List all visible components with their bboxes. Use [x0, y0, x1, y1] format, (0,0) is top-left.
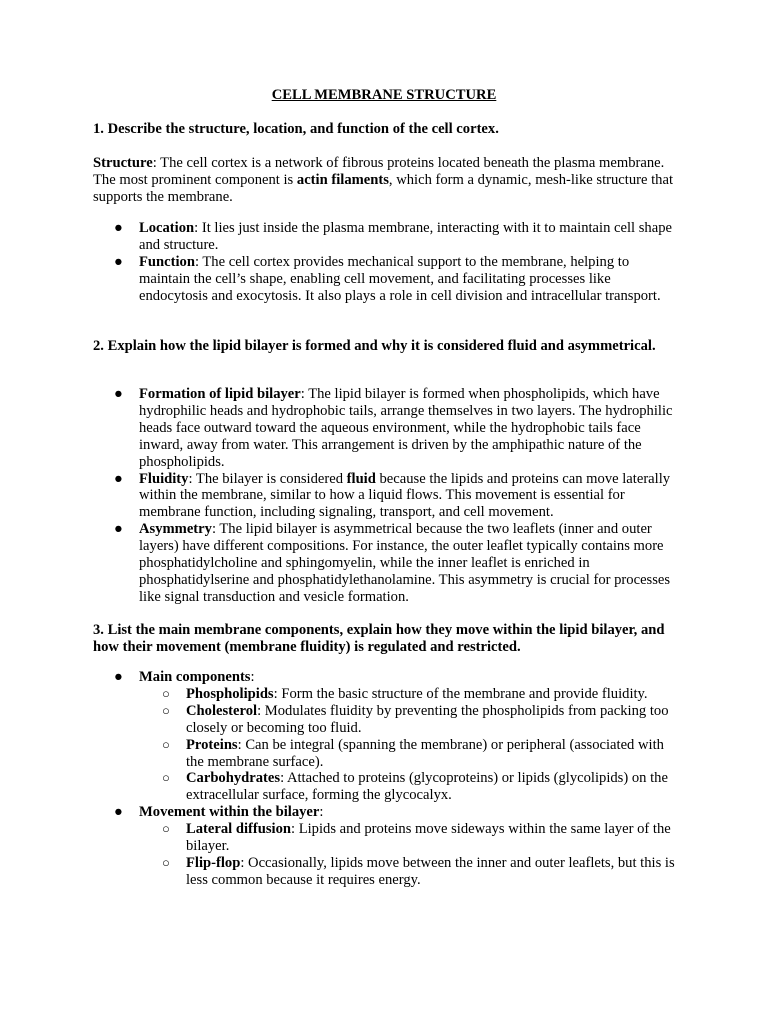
sub-item-proteins — [93, 737, 683, 771]
fluid-term: fluid — [346, 470, 376, 487]
item-text-end: because the lipids and proteins can move laterally within the membrane, similar to how a liquid flows. This movement is essential for membrane function, including signaling, transport, and cell movement. — [139, 470, 671, 521]
item-term: Asymmetry — [139, 521, 212, 538]
item-term: Proteins — [186, 736, 238, 753]
sub-bullet-icon: ○ — [162, 685, 170, 701]
item-suffix: : — [250, 669, 255, 685]
bullet-icon: ● — [114, 521, 123, 538]
item-text: : Lipids and proteins move sideways within the same layer of the bilayer. — [186, 821, 671, 855]
item-text: : It lies just inside the plasma membrane, interacting with it to maintain cell shape and structure. — [139, 220, 672, 253]
question-3 — [93, 622, 683, 656]
item-term: Main components — [139, 669, 251, 685]
document-title: CELL MEMBRANE STRUCTURE — [271, 87, 497, 103]
bullet-icon: ● — [114, 253, 123, 270]
question-1 — [93, 121, 683, 138]
structure-text: : The cell cortex is a network of fibrous proteins located beneath the plasma membrane. The most prominent component is — [93, 155, 665, 188]
bilayer-list — [93, 386, 683, 606]
item-text: : The lipid bilayer is asymmetrical because the two leaflets (inner and outer layers) have different compositions. For instance, the outer leaflet typically contains more phosphatidylcholine and sphingomyelin, while the inner leaflet is enriched in phosphatidylserine and phosphatidylethanolamine. This asymmetry is crucial for processes like signal transduction and vesicle formation. — [139, 521, 671, 605]
item-term: Location — [139, 220, 195, 236]
item-text: : The bilayer is considered — [188, 470, 347, 487]
bullet-icon: ● — [114, 220, 123, 236]
actin-filaments-term: actin filaments — [296, 171, 389, 188]
sub-item-carbohydrates — [93, 770, 683, 804]
question-2-heading: 2. Explain how the lipid bilayer is formed and why it is considered fluid and asymmetrical. — [93, 338, 656, 354]
bullet-icon: ● — [114, 669, 123, 685]
sub-bullet-icon: ○ — [162, 770, 170, 786]
list-item-main-components — [93, 669, 683, 686]
structure-term: Structure — [93, 155, 153, 171]
question-1-heading: 1. Describe the structure, location, and function of the cell cortex. — [93, 121, 499, 137]
sub-item-lateral-diffusion — [93, 821, 683, 855]
sub-item-phospholipids — [93, 686, 683, 703]
item-term: Fluidity — [139, 470, 189, 487]
item-text: : Modulates fluidity by preventing the phospholipids from packing too closely or becoming too fluid. — [186, 702, 669, 736]
item-term: Flip-flop — [186, 854, 241, 871]
sub-bullet-icon: ○ — [162, 736, 170, 752]
item-term: Lateral diffusion — [186, 821, 291, 838]
sub-bullet-icon: ○ — [162, 854, 170, 870]
item-term: Formation of lipid bilayer — [139, 386, 301, 402]
item-text: : Attached to proteins (glycoproteins) or lipids (glycolipids) on the extracellular surface, forming the glycocalyx. — [186, 770, 668, 804]
bullet-icon: ● — [114, 470, 123, 487]
list-item-asymmetry — [93, 521, 683, 606]
item-text: : The lipid bilayer is formed when phospholipids, which have hydrophilic heads and hydrophobic tails, arrange themselves in two layers. The hydrophilic heads face outward toward the aqueous environment, while the hydrophobic tails face inward, away from water. This arrangement is driven by the amphipathic nature of the phospholipids. — [139, 386, 673, 470]
item-term: Function — [139, 253, 195, 270]
question-2 — [93, 338, 683, 355]
item-suffix: : — [319, 804, 324, 821]
list-item-formation — [93, 386, 683, 471]
item-term: Cholesterol — [186, 702, 258, 719]
question-3-heading: 3. List the main membrane components, explain how they move within the lipid bilayer, and how their movement (membrane fluidity) is regulated and restricted. — [93, 622, 665, 655]
components-list — [93, 669, 683, 889]
item-text: : Occasionally, lipids move between the inner and outer leaflets, but this is less common because it requires energy. — [186, 854, 675, 888]
list-item-fluidity — [93, 471, 683, 522]
bullet-icon: ● — [114, 804, 123, 821]
sub-bullet-icon: ○ — [162, 702, 170, 718]
item-term: Movement within the bilayer — [139, 804, 320, 821]
list-item-location — [93, 220, 683, 254]
list-item-movement — [93, 804, 683, 821]
sub-item-flip-flop — [93, 855, 683, 889]
structure-text-end: , which form a dynamic, mesh-like structure that supports the membrane. — [93, 171, 673, 205]
cortex-list — [93, 220, 683, 305]
item-text: : Form the basic structure of the membrane and provide fluidity. — [273, 685, 648, 702]
sub-bullet-icon: ○ — [162, 821, 170, 837]
item-text: : Can be integral (spanning the membrane) or peripheral (associated with the membrane surface). — [186, 736, 664, 770]
sub-item-cholesterol — [93, 703, 683, 737]
structure-paragraph — [93, 155, 683, 206]
item-term: Phospholipids — [186, 685, 274, 702]
bullet-icon: ● — [114, 386, 123, 402]
item-term: Carbohydrates — [186, 770, 281, 787]
list-item-function — [93, 254, 683, 305]
item-text: : The cell cortex provides mechanical support to the membrane, helping to maintain the cell’s shape, enabling cell movement, and facilitating processes like endocytosis and exocytosis. It also plays a role in cell division and intracellular transport. — [139, 253, 661, 304]
